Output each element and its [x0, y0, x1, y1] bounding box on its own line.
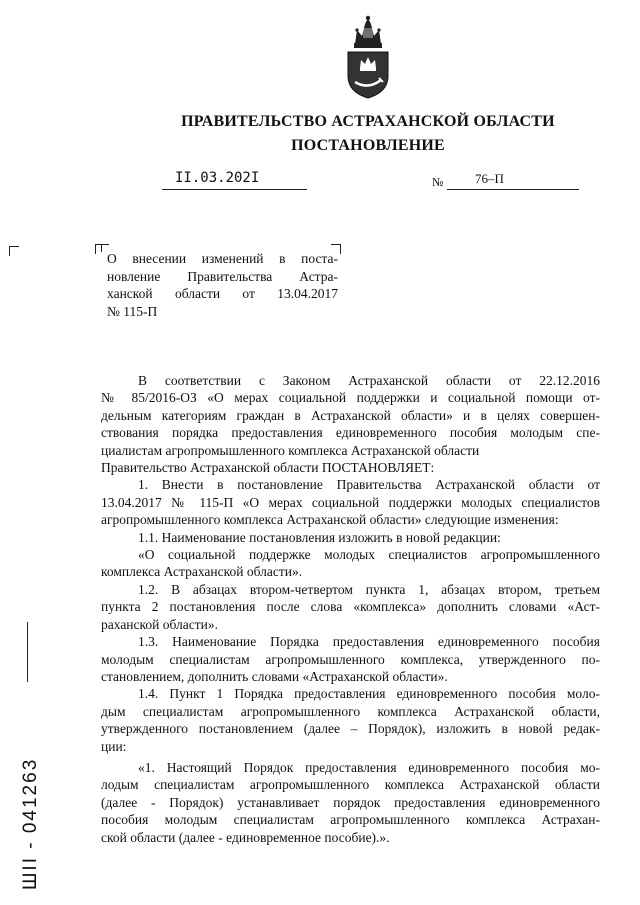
paragraph-item-1-1: 1.1. Наименование постановления изложить в новой редакции:	[138, 529, 501, 545]
paragraph-new-item-1: «1. Настоящий Порядок предоставления единовременного пособия мо- лодым специалистам агропромышленного комплекса Астраханской области (далее - Порядок) устанавливает порядок предоставления единовременного пособия молодым специалистам агропромышленного комплекса Астрахан- ской области (далее - единовременное пособие).».	[101, 759, 600, 845]
coat-of-arms-icon	[343, 14, 393, 100]
number-underline	[447, 189, 579, 190]
document-body	[101, 372, 600, 846]
margin-stamp-line	[27, 622, 28, 682]
paragraph-new-title: «О социальной поддержке молодых специалистов агропромышленного комплекса Астраханской области».	[101, 547, 600, 580]
paragraph-preamble: В соответствии с Законом Астраханской области от 22.12.2016 № 85/2016-ОЗ «О мерах социальной поддержки и социальной помощи от- дельным категориям граждан в Астраханской области» и в целях совершен- ствования порядка предоставления единовременного пособия молодым спе- циалистам агропромышленного комплекса Астраханской области Правительство Астраханской области ПОСТАНОВЛЯЕТ:	[101, 373, 600, 476]
paragraph-item-1-2: 1.2. В абзацах втором-четвертом пункта 1, абзацах втором, третьем пункта 2 постановления после слова «комплекса» дополнить словами «Аст- раханской области».	[101, 581, 600, 632]
number-label: №	[432, 175, 444, 189]
paragraph-item-1: 1. Внести в постановление Правительства Астраханской области от 13.04.2017 № 115-П «О мерах социальной поддержки молодых специалистов агропромышленного комплекса Астраханской области» следующие изменения:	[101, 477, 600, 528]
document-number: 76–П	[475, 171, 504, 186]
paragraph-item-1-4: 1.4. Пункт 1 Порядка предоставления единовременного пособия моло- дым специалистам агропромышленного комплекса Астраханской области, утвержденного постановлением (далее – Порядок), изложить в новой редак- ции:	[101, 686, 600, 754]
date-underline	[162, 189, 307, 190]
document-subject: О внесении изменений в поста- новление Правительства Астра- ханской области от 13.04.2017 № 115-П	[107, 251, 338, 319]
paragraph-item-1-3: 1.3. Наименование Порядка предоставления единовременного пособия молодым специалистам агропромышленного комплекса, утвержденного по- становлением, дополнить словами «Астраханской области».	[101, 634, 600, 684]
government-title: ПРАВИТЕЛЬСТВО АСТРАХАНСКОЙ ОБЛАСТИ	[181, 113, 555, 130]
serial-stamp	[20, 720, 46, 890]
document-type-title: ПОСТАНОВЛЕНИЕ	[291, 137, 445, 154]
document-date: II.03.202I	[175, 170, 260, 186]
serial-number: ШII - 041263	[20, 757, 41, 890]
corner-mark-left	[9, 246, 19, 256]
